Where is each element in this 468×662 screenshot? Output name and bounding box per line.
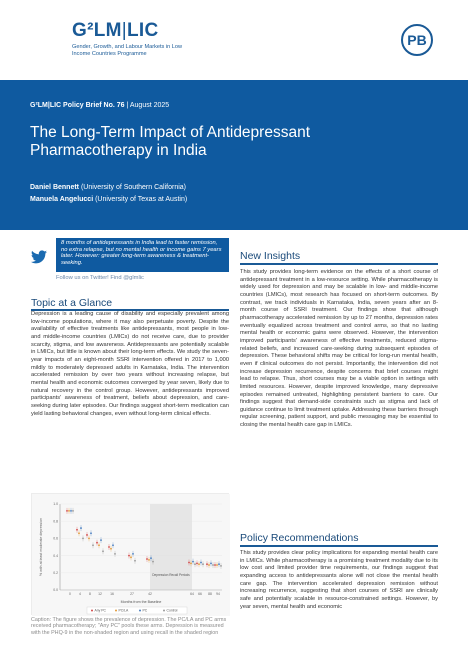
- brief-series-line: [30, 102, 169, 109]
- author-1: [30, 184, 186, 191]
- x-tick-label: 12: [98, 592, 102, 596]
- legend-label: PC/LA: [118, 608, 129, 613]
- brief-separator: |: [124, 102, 130, 109]
- logo-title: [72, 20, 192, 42]
- policy-text: This study provides clear policy implications for expanding mental health care in LMICs. While pharmacotherapy is a promising treatment modality due to its low cost and limited provider time requirements, our findings suggest that expanding access to antidepressants alone will not close the mental health care gap. The intervention accelerated depression remission without increasing recurrence, suggesting that short courses of SSRI are clinically safe and potentially scalable in resource-constrained settings. However, by year seven, mental health and economic: [240, 550, 438, 610]
- legend-label: Control: [166, 608, 178, 613]
- author-name: Manuela Angelucci: [30, 196, 94, 203]
- page-title: The Long-Term Impact of Antidepressant Pharmacotherapy in India: [30, 124, 311, 159]
- logo-tagline: Gender, Growth, and Labour Markets in Low Income Countries Programme: [72, 44, 183, 57]
- x-tick-label: 27: [130, 592, 134, 596]
- x-tick-label: 8: [89, 592, 91, 596]
- legend-swatch: [91, 610, 93, 612]
- author-2: [30, 196, 187, 203]
- recall-region: [150, 504, 192, 590]
- author-affiliation: (University of Texas at Austin): [93, 196, 188, 203]
- topic-heading: Topic at a Glance: [31, 297, 113, 309]
- twitter-follow-link[interactable]: Follow us on Twitter! Find @glmlic: [56, 275, 144, 281]
- x-tick-label: 16: [110, 592, 114, 596]
- legend-swatch: [139, 610, 141, 612]
- depression-chart: [31, 493, 229, 615]
- x-tick-label: 0: [69, 592, 71, 596]
- policy-heading: Policy Recommendations: [240, 532, 359, 544]
- x-tick-label: 88: [208, 592, 212, 596]
- chart-svg: [32, 494, 230, 616]
- legend-swatch: [163, 610, 165, 612]
- author-name: Daniel Bennett: [30, 184, 80, 191]
- policy-brief-badge: PB: [401, 24, 433, 56]
- chart-ylabel: % with at least moderate depression: [39, 518, 43, 576]
- logo: [72, 20, 192, 58]
- x-tick-label: 66: [198, 592, 202, 596]
- brief-series: G²LM|LIC Policy Brief No. 76: [30, 102, 125, 109]
- logo-main: G²LM: [72, 20, 122, 41]
- logo-lic: LIC: [127, 20, 159, 41]
- x-tick-label: 42: [148, 592, 152, 596]
- y-tick-label: 1.0: [53, 502, 58, 507]
- insights-text: This study provides long-term evidence on the effects of a short course of antidepressant treatment in a low-resource setting. While pharmacotherapy is widely used for depression and may be scalable in low- and middle-income countries (LMICs), most research has focused on short-term outcomes. By contrast, we track individuals in Karnataka, India, seven years after an 8-month course of SSRI treatment. Our findings show that although pharmacotherapy accelerated remission by up to 27 months, depression rates eventually equalized across treatment and control arms, so that no lasting mental health or economic gains were observed. However, the intervention improved participants' awareness of effective treatments, reduced stigma-related beliefs, and increased care-seeking during subsequent episodes of depression. These behavioral shifts may be critical for long-run mental health, even if clinical outcomes do not persist. Importantly, the intervention did not increase depression recurrence, despite concerns that brief courses might lead to relapse. Thus, short courses may be a viable option in settings with limited resources. However, despite improved knowledge, many depressive episodes remained untreated, highlighting persistent barriers to care. Our findings suggest that demand-side constraints such as stigma and lack of guidance continue to limit treatment uptake. Addressing these barriers through regular screening, patient support, and public messaging may be essential to closing the mental health care gap in LMICs.: [240, 269, 438, 429]
- x-tick-label: 64: [190, 592, 194, 596]
- topic-text: Depression is a leading cause of disability and especially prevalent among low-income populations, where it may also perpetuate poverty. Despite the availability of effective treatments like antidepressants, most people in low- and middle-income countries (LMICs) do not receive care, due to provider scarcity, stigma, and low awareness. Antidepressants are potentially scalable in LMICs, but little is known about their long-term effects. We study the seven-year impacts of an eight-month SSRI intervention offered in 2017 to 1,000 mildly to moderately depressed adults in Karnataka, India. The intervention accelerated remission by over two years without increasing relapse, but mental health and economic outcomes converged by year seven, likely due to natural recovery in the control group. However, antidepressants improved participants' awareness of treatment, beliefs about depression, and care-seeking during later episodes. Our findings suggest short-term medication can yield lasting behavioral changes, even without long-term clinical effects.: [31, 311, 229, 417]
- page-header: [0, 0, 468, 80]
- recall-box-label: Depression Recall Periods: [152, 573, 190, 577]
- author-affiliation: (University of Southern California): [79, 184, 187, 191]
- y-tick-label: 0.8: [53, 519, 58, 524]
- x-tick-label: 4: [79, 592, 81, 596]
- y-tick-label: 0.4: [53, 553, 58, 558]
- brief-date: August 2025: [129, 102, 170, 109]
- insights-heading: New Insights: [240, 250, 301, 262]
- policy-divider: [240, 545, 438, 547]
- legend-label: Any PC: [94, 608, 106, 613]
- logo-mark-icon: [30, 18, 70, 70]
- legend-label: PC: [142, 608, 148, 613]
- legend-swatch: [115, 610, 117, 612]
- chart-xlabel: Months from the Baseline: [120, 600, 162, 604]
- tweet-box[interactable]: 8 months of antidepressants in India lead to faster remission, no extra relapse, but no mental health or income gains 7 years later. However: greater long-term awareness & treatment-seeking.: [56, 238, 229, 272]
- y-tick-label: 0.6: [53, 536, 58, 541]
- y-tick-label: 0.0: [53, 588, 58, 593]
- twitter-bird-icon[interactable]: [31, 250, 47, 264]
- title-band: [0, 80, 468, 230]
- y-tick-label: 0.2: [53, 571, 58, 575]
- logo-separator: |: [121, 20, 127, 41]
- figure-caption: Caption: The figure shows the prevalence of depression. The PC/LA and PC arms received pharmacotherapy; "Any PC" pools these arms. Depression is measured with the PHQ-9 in the non-shaded region and using recall in the shaded region: [31, 617, 227, 636]
- x-tick-label: 94: [216, 592, 220, 596]
- insights-divider: [240, 263, 438, 265]
